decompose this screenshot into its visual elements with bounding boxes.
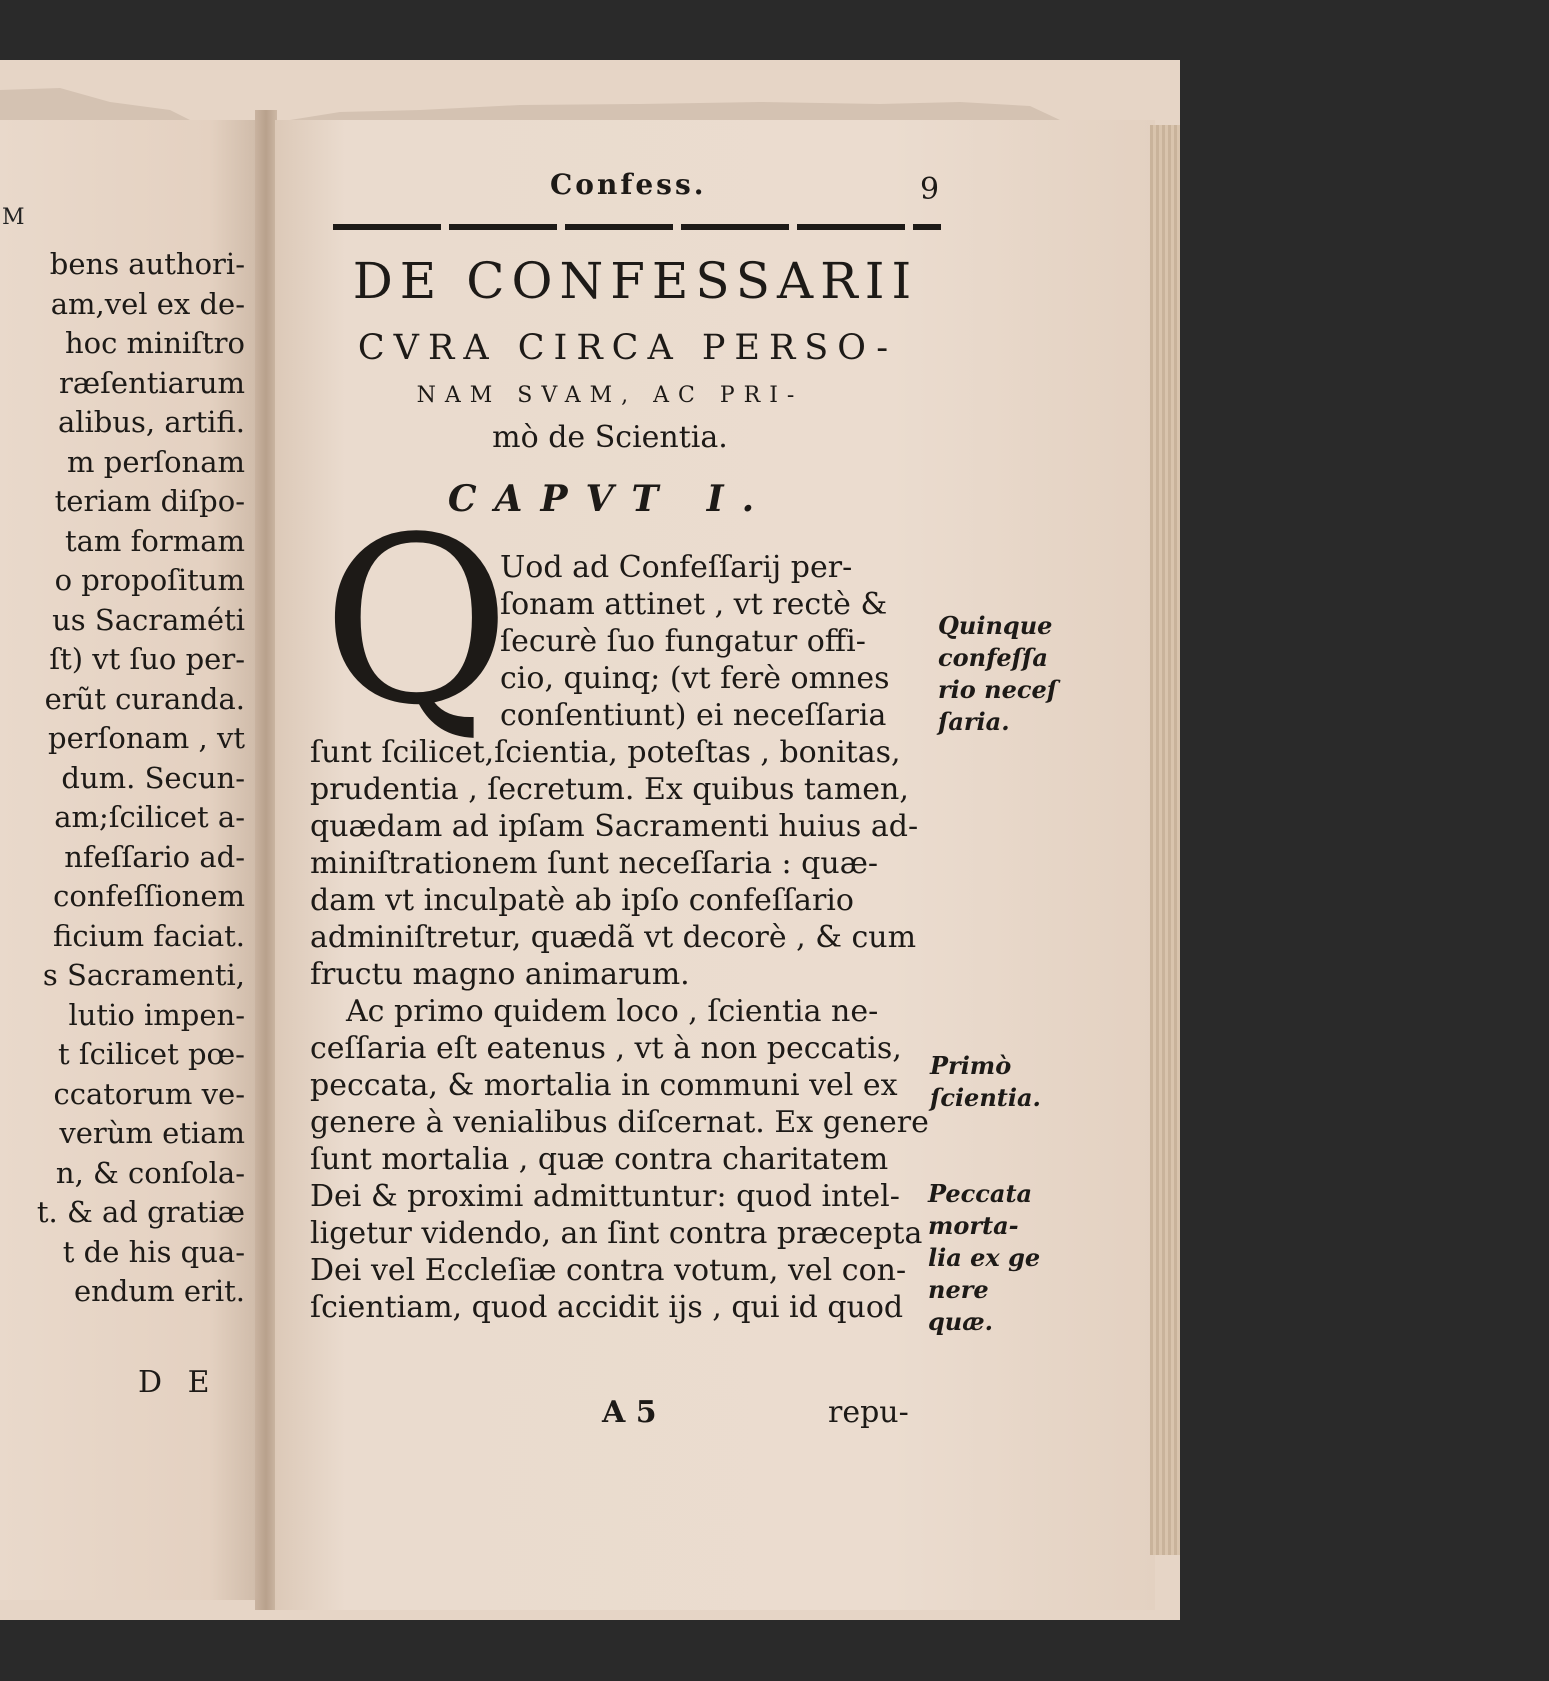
- margin-note-line: Quinque: [938, 611, 1053, 640]
- margin-note-line: ſaria.: [938, 707, 1010, 736]
- margin-note-line: nere: [928, 1275, 989, 1304]
- book-gutter: [255, 110, 277, 1610]
- text-line: quædam ad ipſam Sacramenti huius ad-: [310, 809, 919, 844]
- chapter-heading: CAPVT I.: [447, 478, 773, 520]
- chapter-title-line-2: CVRA CIRCA PERSO-: [357, 328, 898, 368]
- text-line: ligetur videndo, an ſint contra præcepta: [310, 1216, 923, 1251]
- text-line: us Sacraméti: [52, 602, 245, 637]
- text-line: ſcientiam, quod accidit ijs , qui id quod: [310, 1290, 904, 1325]
- left-catchword: D E: [138, 1365, 218, 1400]
- margin-note-line: morta-: [928, 1211, 1019, 1240]
- text-line: genere à venialibus diſcernat. Ex genere: [310, 1105, 929, 1140]
- left-page-text: [0, 245, 245, 1312]
- chapter-title-line-4: mò de Scientia.: [492, 420, 728, 455]
- drop-cap: Q: [322, 489, 511, 756]
- margin-note: [930, 1050, 1041, 1114]
- text-line: miniſtrationem ſunt neceſſaria : quæ-: [310, 846, 879, 881]
- margin-note-line: rio neceſ: [938, 675, 1058, 704]
- text-line: am;ſcilicet a-: [54, 800, 245, 834]
- text-line: m perſonam: [67, 444, 245, 479]
- text-line: dum. Secun-: [61, 760, 245, 795]
- header-rule: [333, 224, 941, 230]
- text-line: tam formam: [64, 523, 245, 558]
- text-line: ceſſaria eſt eatenus , vt à non peccatis,: [310, 1031, 902, 1066]
- text-line: endum erit.: [74, 1274, 245, 1308]
- text-line: t de his qua-: [62, 1234, 245, 1269]
- text-line: erũt curanda.: [44, 681, 245, 716]
- text-line: perſonam , vt: [48, 721, 245, 755]
- margin-note: [938, 610, 1057, 738]
- text-line: ſonam attinet , vt rectè &: [500, 587, 888, 622]
- margin-note-line: lia ex ge: [928, 1243, 1041, 1272]
- text-line: ſunt mortalia , quæ contra charitatem: [310, 1142, 889, 1177]
- text-line: verùm etiam: [59, 1116, 245, 1150]
- margin-note: [928, 1178, 1040, 1338]
- signature-mark: A 5: [602, 1395, 657, 1430]
- text-line: Uod ad Confeſſarij per-: [500, 550, 853, 585]
- text-line: Dei vel Eccleſiæ contra votum, vel con-: [310, 1253, 907, 1288]
- text-line: ſt) vt ſuo per-: [49, 642, 245, 676]
- text-line: lutio impen-: [68, 997, 245, 1032]
- left-page-header: M: [2, 205, 25, 230]
- page-number: 9: [920, 172, 940, 207]
- text-line: alibus, artifi.: [57, 405, 245, 439]
- text-line: dam vt inculpatè ab ipſo confeſſario: [310, 883, 854, 918]
- text-line: t. & ad gratiæ: [36, 1195, 245, 1229]
- text-line: ficium faciat.: [53, 918, 245, 953]
- text-line: bens authori-: [49, 247, 245, 281]
- text-line: ccatorum ve-: [53, 1076, 245, 1111]
- text-line: cio, quinq; (vt ferè omnes: [500, 661, 890, 696]
- text-line: am,vel ex de-: [50, 286, 245, 321]
- text-line: prudentia , ſecretum. Ex quibus tamen,: [310, 772, 909, 807]
- text-line: hoc miniſtro: [64, 326, 245, 360]
- body-text: [310, 550, 930, 1327]
- margin-note-line: confeſſa: [938, 643, 1048, 672]
- margin-note-line: Primò: [930, 1051, 1012, 1080]
- text-line: ſunt ſcilicet,ſcientia, poteſtas , bonitas,: [310, 735, 901, 770]
- margin-note-line: Peccata: [928, 1179, 1033, 1208]
- text-line: fructu magno animarum.: [310, 957, 690, 992]
- page-edges: [1150, 125, 1180, 1555]
- chapter-title-line-1: DE CONFESSARII: [352, 252, 919, 310]
- text-line: n, & conſola-: [55, 1155, 245, 1190]
- text-line: confeſſionem: [53, 879, 245, 913]
- running-head: Confess.: [550, 168, 707, 201]
- text-line: conſentiunt) ei neceſſaria: [500, 698, 887, 733]
- text-line: Dei & proximi admittuntur: quod intel-: [310, 1179, 900, 1214]
- text-line: teriam diſpo-: [54, 484, 245, 518]
- catchword: repu-: [828, 1395, 909, 1430]
- margin-note-line: quæ.: [928, 1307, 993, 1336]
- text-line: ræſentiarum: [59, 365, 245, 400]
- margin-note-line: ſcientia.: [930, 1083, 1041, 1112]
- chapter-title-line-3: NAM SVAM, AC PRI-: [416, 383, 804, 408]
- text-line: t ſcilicet pœ-: [58, 1037, 245, 1071]
- text-line: nfeſſario ad-: [64, 839, 245, 874]
- text-line: Ac primo quidem loco , ſcientia ne-: [346, 994, 879, 1029]
- text-line: ſecurè ſuo fungatur offi-: [500, 624, 866, 659]
- text-line: s Sacramenti,: [42, 958, 245, 992]
- text-line: peccata, & mortalia in communi vel ex: [310, 1068, 898, 1103]
- text-line: o propoſitum: [54, 563, 245, 597]
- text-line: adminiſtretur, quædã vt decorè , & cum: [310, 920, 917, 955]
